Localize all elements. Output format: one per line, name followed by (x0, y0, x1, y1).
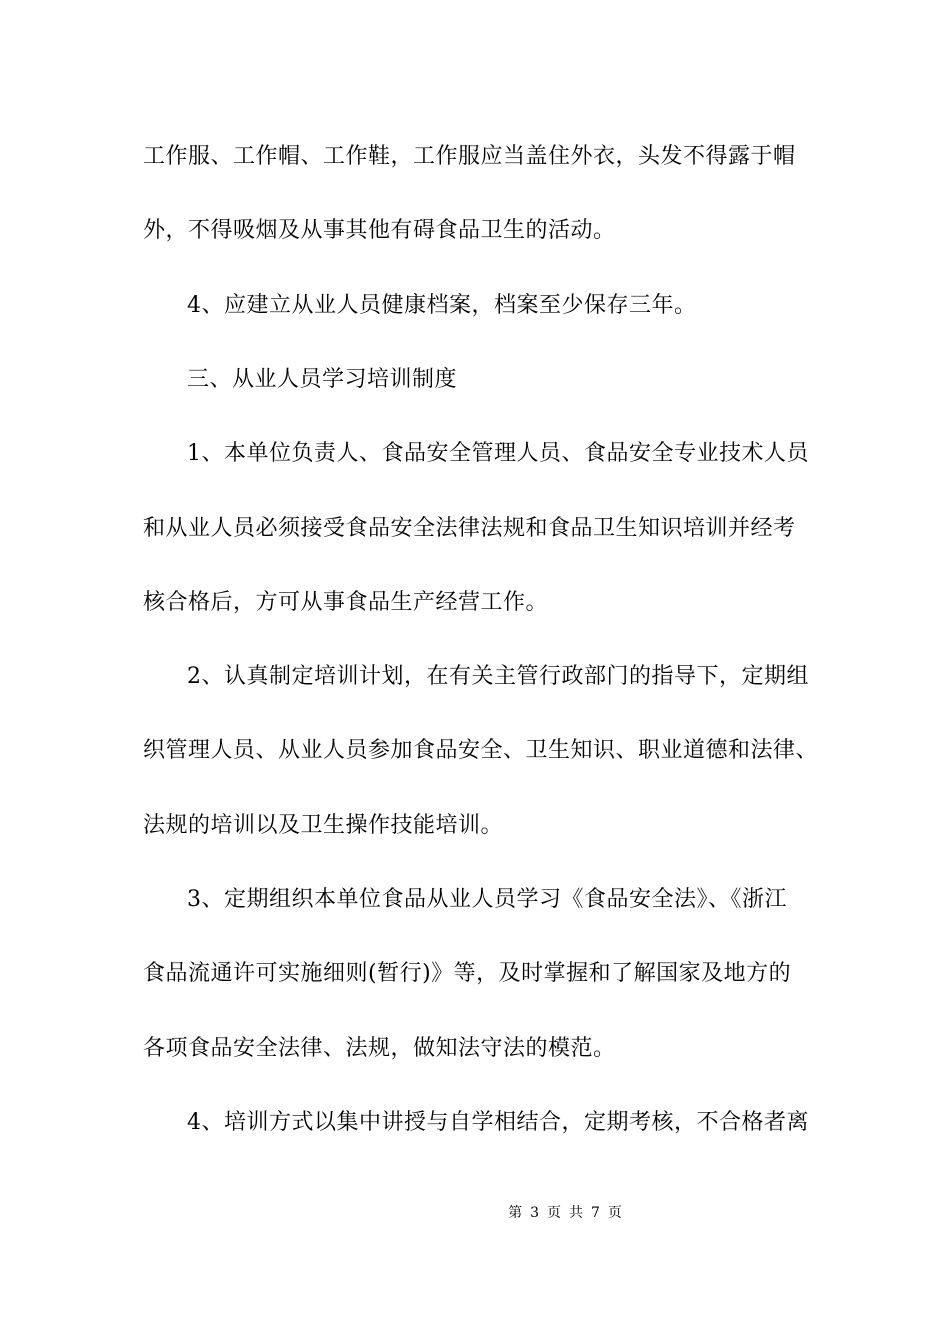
text-line: 1、本单位负责人、食品安全管理人员、食品安全专业技术人员 (187, 441, 809, 466)
text-line: 食品流通许可实施细则(暂行)》等，及时掌握和了解国家及地方的 (143, 961, 792, 986)
page-footer (0, 1204, 950, 1222)
text-line: 工作服、工作帽、工作鞋，工作服应当盖住外衣，头发不得露于帽 (143, 144, 796, 169)
footer-current-page: 3 (530, 1205, 539, 1221)
footer-gong: 共 (569, 1205, 583, 1221)
footer-ye: 页 (547, 1205, 561, 1221)
footer-ye: 页 (607, 1205, 622, 1221)
text-line: 核合格后，方可从事食品生产经营工作。 (143, 590, 549, 615)
text-line: 和从业人员必须接受食品安全法律法规和食品卫生知识培训并经考 (143, 516, 796, 541)
text-line: 各项食品安全法律、法规，做知法守法的模范。 (143, 1036, 616, 1061)
footer-total-pages: 7 (591, 1205, 600, 1221)
footer-di: 第 (508, 1205, 523, 1221)
text-line: 织管理人员、从业人员参加食品安全、卫生知识、职业道德和法律、 (143, 738, 819, 763)
text-line: 2、认真制定培训计划，在有关主管行政部门的指导下，定期组 (187, 664, 809, 689)
text-line: 4、应建立从业人员健康档案，档案至少保存三年。 (187, 293, 697, 318)
section-heading: 三、从业人员学习培训制度 (187, 367, 458, 392)
text-line: 3、定期组织本单位食品从业人员学习《食品安全法》、《浙江 (187, 887, 787, 912)
text-line: 法规的培训以及卫生操作技能培训。 (143, 813, 504, 838)
text-line: 外，不得吸烟及从事其他有碍食品卫生的活动。 (143, 218, 616, 243)
text-line: 4、培训方式以集中讲授与自学相结合，定期考核，不合格者离 (187, 1110, 809, 1135)
